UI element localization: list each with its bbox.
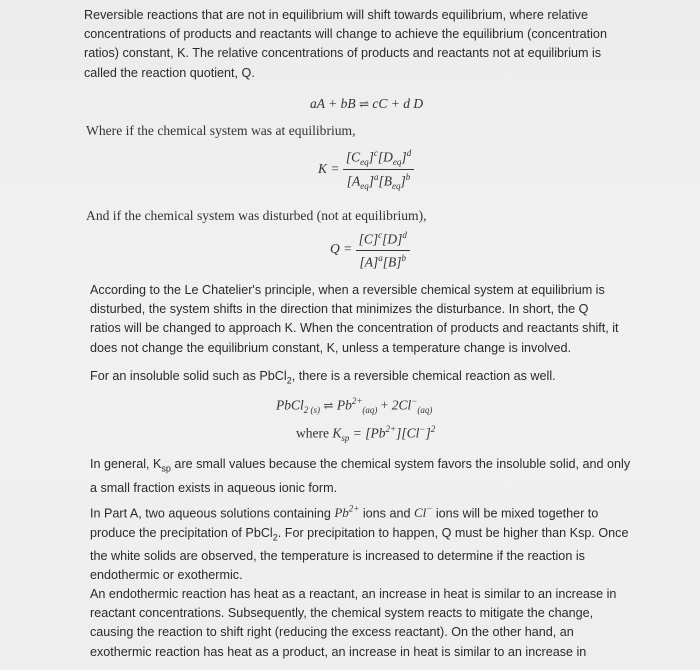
le-chatelier-paragraph: According to the Le Chatelier's principle, when a reversible chemical system at equilibrium is disturbed, the system shifts in the direction that minimizes the disturbance. In short, the Q ratios will be changed to approach K. When the concentration of products and reactants shift, it does not change the equilibrium constant, K, unless a temperature change is involved. <box>90 283 619 355</box>
intro-line-1: Reversible reactions that are not in equilibrium will shift towards equilibrium, where relative <box>84 8 588 22</box>
equilibrium-constant-equation: K = $\frac{[C_{eq}]^c[D_{eq}]^d}{[A_{eq}]^a[B_{eq}]^b}$ <box>318 148 414 191</box>
endothermic-paragraph: An endothermic reaction has heat as a reactant, an increase in heat is similar to an increase in reactant concentrations. Subsequently, the chemical system reacts to mitigate the change, causing the reaction to shift right (reducing the excess reactant). On the other hand, an exothermic reaction has heat as a product, an increase in heat is similar to an increase in <box>90 587 617 659</box>
reaction-quotient-equation: Q = $\frac{[C]^c[D]^d}{[A]^a[B]^b}$ <box>330 230 410 270</box>
part-a-paragraph: In Part A, two aqueous solutions containing $Pb^{2+}$ ions and Cl− ions will be mixed together to produce the precipitation of PbCl$_2$. For precipitation to happen, Q must be higher than Ksp. Once the white solids are observed, the temperature is increased to determine if the reaction is endothermic or exothermic. <box>90 504 629 583</box>
ksp-expression: where $K_{sp} = [Pb^{2+}][Cl^-]^2$ <box>296 424 436 444</box>
intro-line-4: called the reaction quotient, Q. <box>84 65 255 80</box>
pbcl2-dissolution-equation: PbCl$_{2 (s)}$ ⇌ $Pb^{2+}_{(aq)} + 2Cl^-_{(aq)}$ <box>276 396 433 416</box>
disturbed-condition-text: And if the chemical system was disturbed (not at equilibrium), <box>86 208 427 223</box>
insoluble-solid-paragraph: For an insoluble solid such as PbCl$_2$, there is a reversible chemical reaction as well. <box>90 369 556 386</box>
intro-line-2: concentrations of products and reactants will change to achieve the equilibrium (concentration <box>84 27 607 42</box>
equilibrium-condition-text: Where if the chemical system was at equilibrium, <box>86 123 356 138</box>
paragraph-intro <box>84 6 674 83</box>
general-reaction-equation: aA + bB ⇌ cC + d D <box>310 96 424 111</box>
intro-line-3: ratios) constant, K. The relative concentrations of products and reactants not at equilibrium is <box>84 46 602 61</box>
ksp-general-paragraph: In general, $K_{sp}$ are small values because the chemical system favors the insoluble solid, and only a small fraction exists in aqueous ionic form. <box>90 457 631 495</box>
